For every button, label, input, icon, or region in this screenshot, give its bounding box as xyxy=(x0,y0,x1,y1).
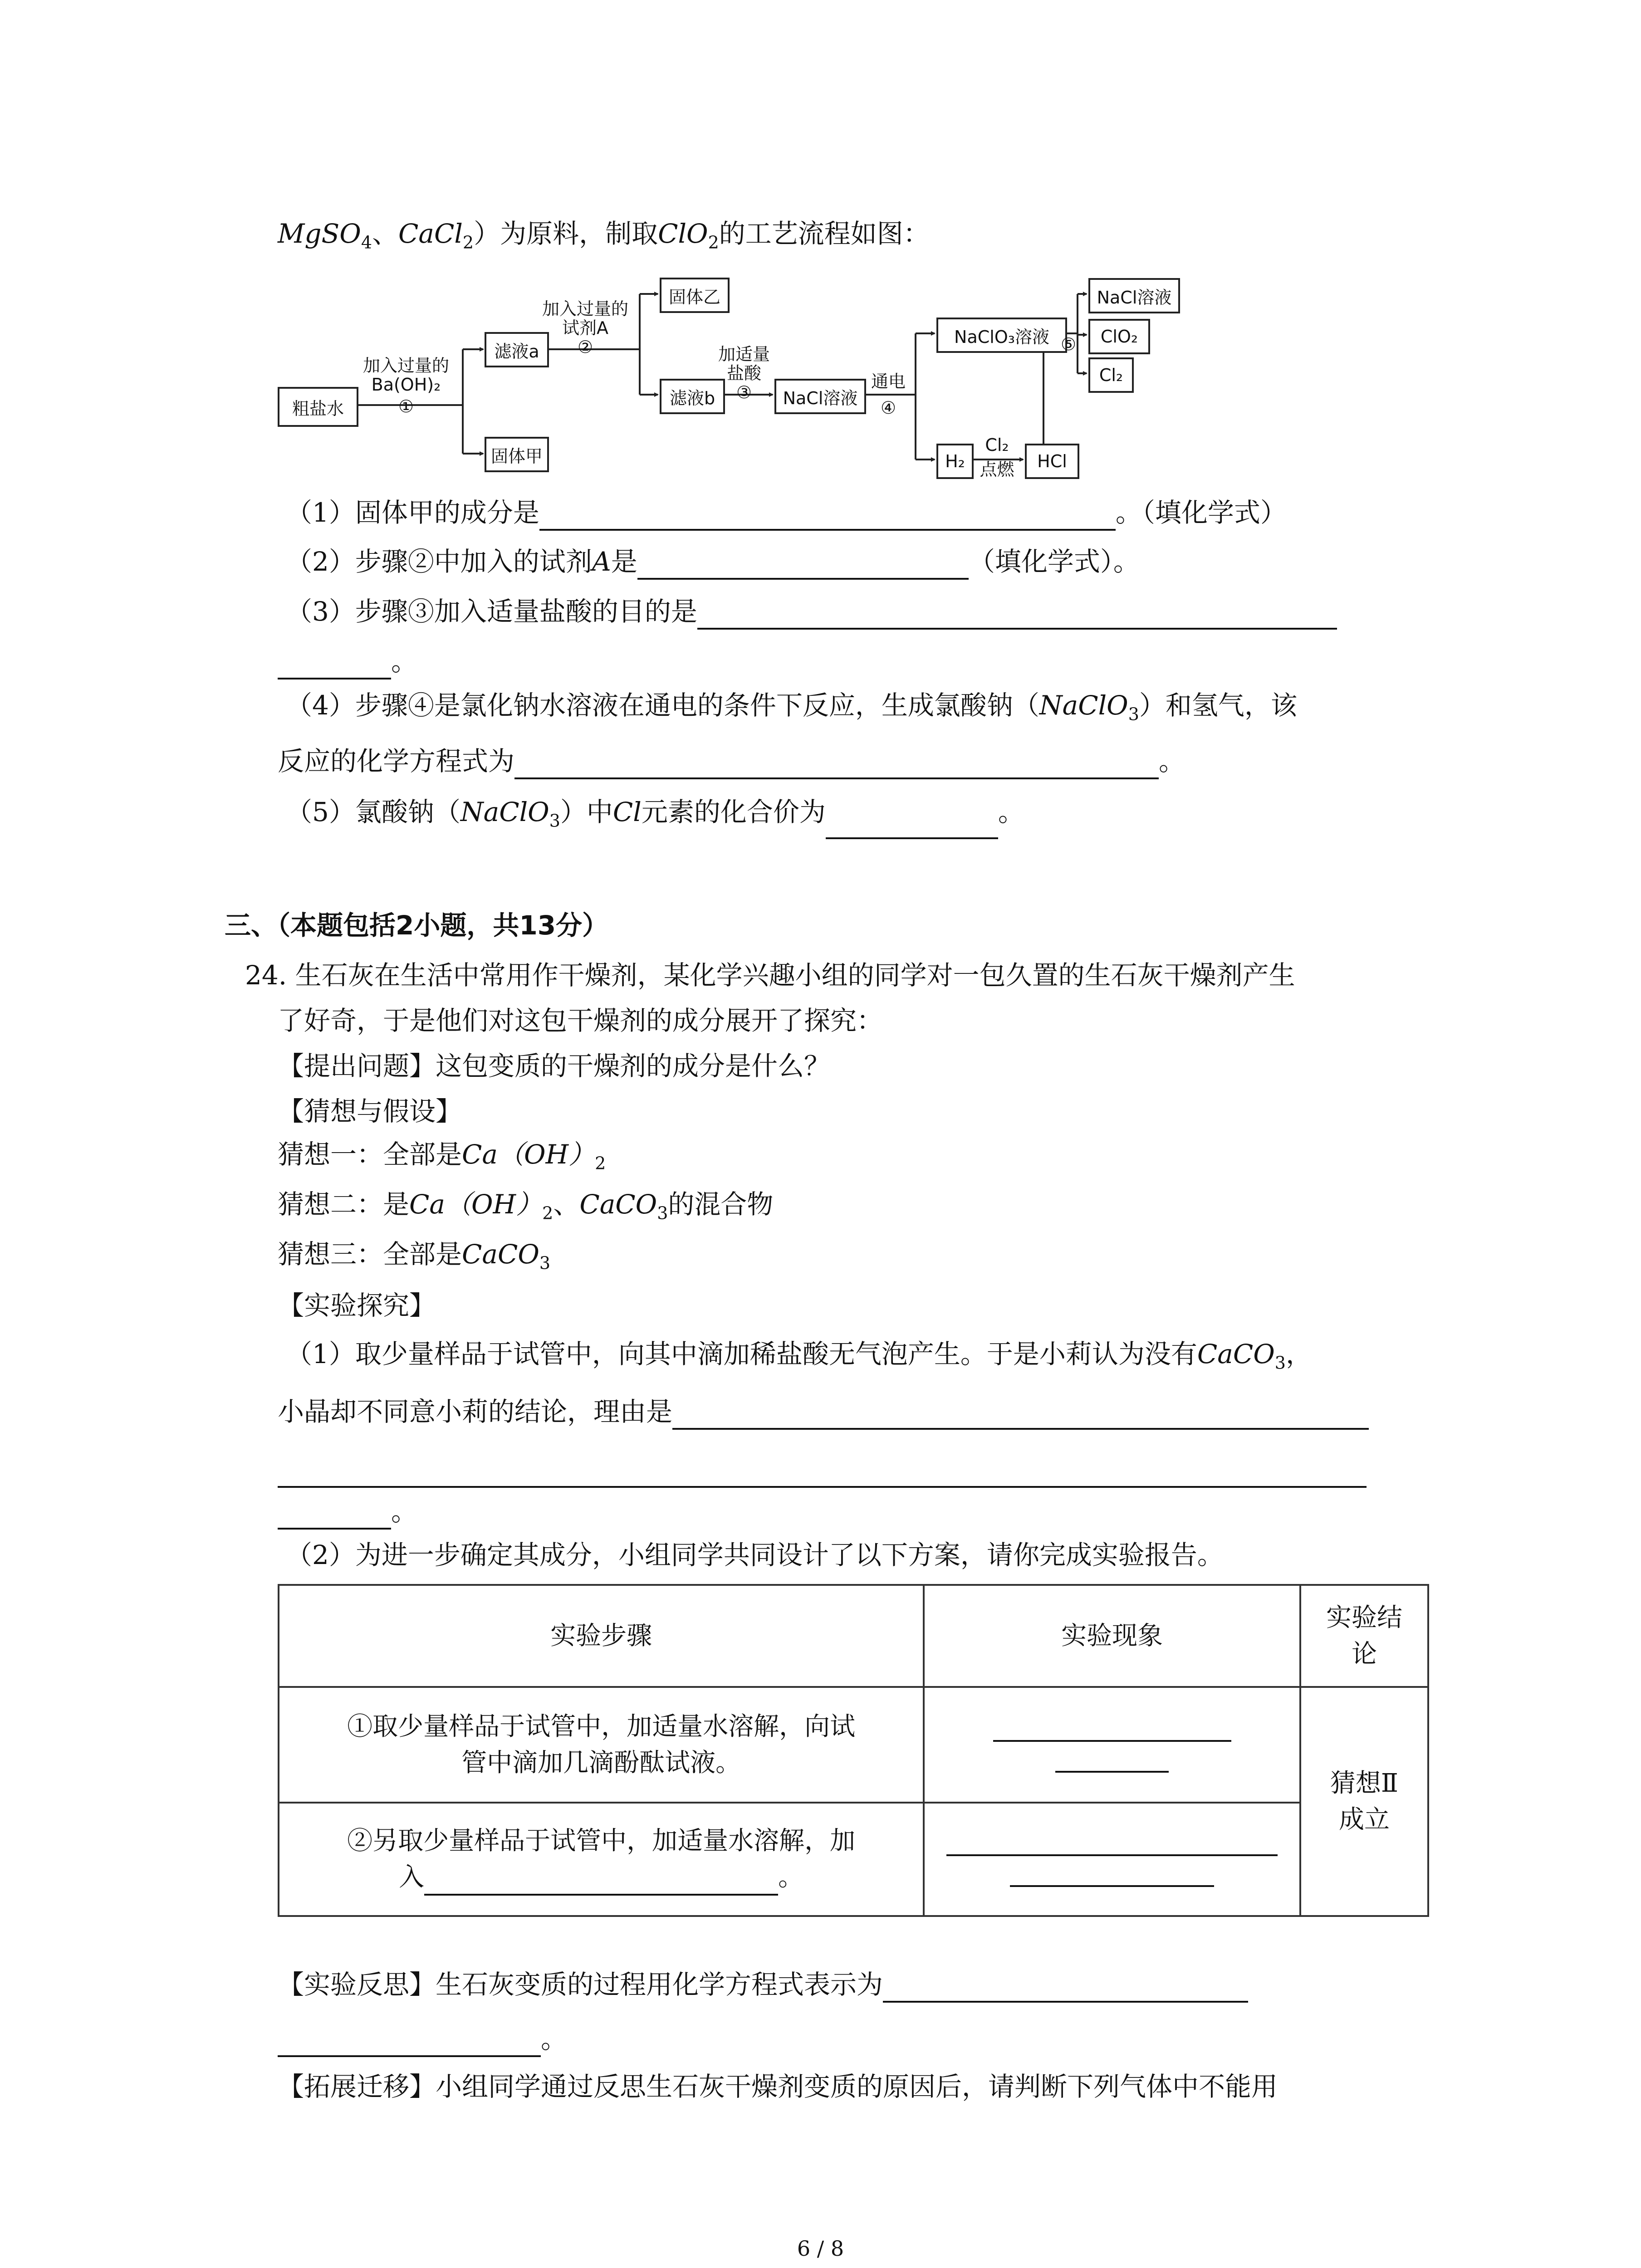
step3-label: 加适量 盐酸 ③ xyxy=(718,344,770,402)
solid-b-box: 固体乙 xyxy=(660,278,730,313)
step5-label: ⑤ xyxy=(1060,334,1077,354)
q24-intro-1: 24. 生石灰在生活中常用作干燥剂，某化学兴趣小组的同学对一包久置的生石灰干燥剂产生 xyxy=(245,960,1295,991)
q24-hypothesis-heading: 【猜想与假设】 xyxy=(278,1096,462,1127)
step2-label: 加入过量的 试剂A ② xyxy=(542,299,628,357)
naclo3-solution-box: NaClO₃溶液 xyxy=(936,318,1067,353)
answer-blank[interactable] xyxy=(278,1501,391,1530)
answer-blank[interactable] xyxy=(514,751,1159,779)
solid-a-box: 固体甲 xyxy=(485,437,549,472)
answer-blank[interactable] xyxy=(278,651,391,679)
hypothesis-2: 猜想二：是$Ca(OH)_2$、CaCO$_3$的混合物 xyxy=(278,1189,774,1223)
q24-experiment-2: （2）为进一步确定其成分，小组同学共同设计了以下方案，请你完成实验报告。 xyxy=(286,1540,1224,1570)
q24-reflection: 【实验反思】生石灰变质的过程用化学方程式表示为 xyxy=(278,1966,1248,2003)
answer-blank[interactable] xyxy=(539,503,1116,531)
output-cl2-box: Cl₂ xyxy=(1088,357,1134,393)
conclusion-cell: 猜想Ⅱ 成立 xyxy=(1300,1687,1428,1916)
combustion-label: Cl₂ 点燃 xyxy=(980,435,1014,479)
q24-intro-2: 了好奇，于是他们对这包干燥剂的成分展开了探究： xyxy=(278,1005,883,1036)
q24-experiment-1-reason: 小晶却不同意小莉的结论，理由是 xyxy=(278,1393,1369,1430)
step-2-cell: ②另取少量样品于试管中，加适量水溶解，加 入 。 xyxy=(279,1803,924,1916)
answer-blank[interactable] xyxy=(637,552,969,580)
answer-blank[interactable] xyxy=(946,1832,1278,1856)
filtrate-a-box: 滤液a xyxy=(485,332,549,367)
hcl-box: HCl xyxy=(1025,444,1079,479)
answer-blank[interactable] xyxy=(993,1717,1231,1742)
phenomenon-1-cell xyxy=(924,1687,1300,1803)
answer-blank[interactable] xyxy=(697,601,1337,630)
output-clo2-box: ClO₂ xyxy=(1088,319,1150,354)
step-1-cell: ①取少量样品于试管中，加适量水溶解，向试 管中滴加几滴酚酞试液。 xyxy=(279,1687,924,1803)
page-number: 6 / 8 xyxy=(797,2236,844,2261)
answer-blank[interactable] xyxy=(424,1871,778,1896)
step4-label: 通电 ④ xyxy=(871,371,906,418)
intro-line: MgSO$_4$、CaCl$_2$）为原料，制取ClO$_2$的工艺流程如图： xyxy=(278,218,930,253)
table-header-row xyxy=(279,1585,1428,1687)
experiment-report-table xyxy=(278,1584,1429,1917)
header-phenomenon: 实验现象 xyxy=(924,1585,1300,1687)
filtrate-b-box: 滤液b xyxy=(660,379,725,414)
nacl-solution-box: NaCl溶液 xyxy=(774,379,866,414)
hypothesis-3: 猜想三：全部是CaCO$_3$ xyxy=(278,1239,551,1273)
h2-box: H₂ xyxy=(936,444,974,479)
q23-part2: （2）步骤②中加入的试剂A是 （填化学式）。 xyxy=(286,543,1140,580)
q23-part3: （3）步骤③加入适量盐酸的目的是 xyxy=(286,593,1337,630)
table-row xyxy=(279,1687,1428,1803)
q24-experiment-heading: 【实验探究】 xyxy=(278,1290,436,1321)
output-nacl-box: NaCl溶液 xyxy=(1088,278,1180,313)
step1-label: 加入过量的 Ba(OH)₂ ① xyxy=(362,356,449,416)
answer-blank[interactable] xyxy=(1055,1748,1169,1773)
q24-experiment-1-cont2: 。 xyxy=(278,1493,417,1530)
q23-part1: （1）固体甲的成分是 。（填化学式） xyxy=(286,494,1287,531)
q24-reflection-cont: 。 xyxy=(278,2021,567,2057)
q24-experiment-1: （1）取少量样品于试管中，向其中滴加稀盐酸无气泡产生。于是小莉认为没有CaCO$_3$， xyxy=(286,1339,1312,1373)
q23-part4: （4）步骤④是氯化钠水溶液在通电的条件下反应，生成氯酸钠（NaClO$_3$）和氢气，该 xyxy=(286,690,1297,724)
q23-part4-cont: 反应的化学方程式为 。 xyxy=(278,743,1185,779)
table-row xyxy=(279,1803,1428,1916)
answer-blank[interactable] xyxy=(278,1460,1367,1488)
header-conclusion: 实验结 论 xyxy=(1300,1585,1428,1687)
answer-blank[interactable] xyxy=(672,1402,1369,1430)
hypothesis-1: 猜想一：全部是$Ca(OH)_2$ xyxy=(278,1139,606,1173)
q24-experiment-1-cont xyxy=(278,1452,1367,1488)
header-steps: 实验步骤 xyxy=(279,1585,924,1687)
q24-extension: 【拓展迁移】小组同学通过反思生石灰干燥剂变质的原因后，请判断下列气体中不能用 xyxy=(278,2071,1278,2102)
phenomenon-2-cell xyxy=(924,1803,1300,1916)
answer-blank[interactable] xyxy=(1010,1862,1214,1887)
q23-part5: （5）氯酸钠（NaClO$_3$）中Cl元素的化合价为 。 xyxy=(286,794,1024,839)
q24-question: 【提出问题】这包变质的干燥剂的成分是什么？ xyxy=(278,1051,831,1081)
flow-arrows xyxy=(0,0,1641,499)
answer-blank[interactable] xyxy=(278,2029,541,2057)
q23-part3-cont: 。 xyxy=(278,643,417,679)
answer-blank[interactable] xyxy=(883,1975,1248,2003)
section-heading: 三、（本题包括2小题，共13分） xyxy=(225,910,609,941)
crude-brine-box: 粗盐水 xyxy=(278,387,358,427)
answer-blank[interactable] xyxy=(826,811,998,839)
